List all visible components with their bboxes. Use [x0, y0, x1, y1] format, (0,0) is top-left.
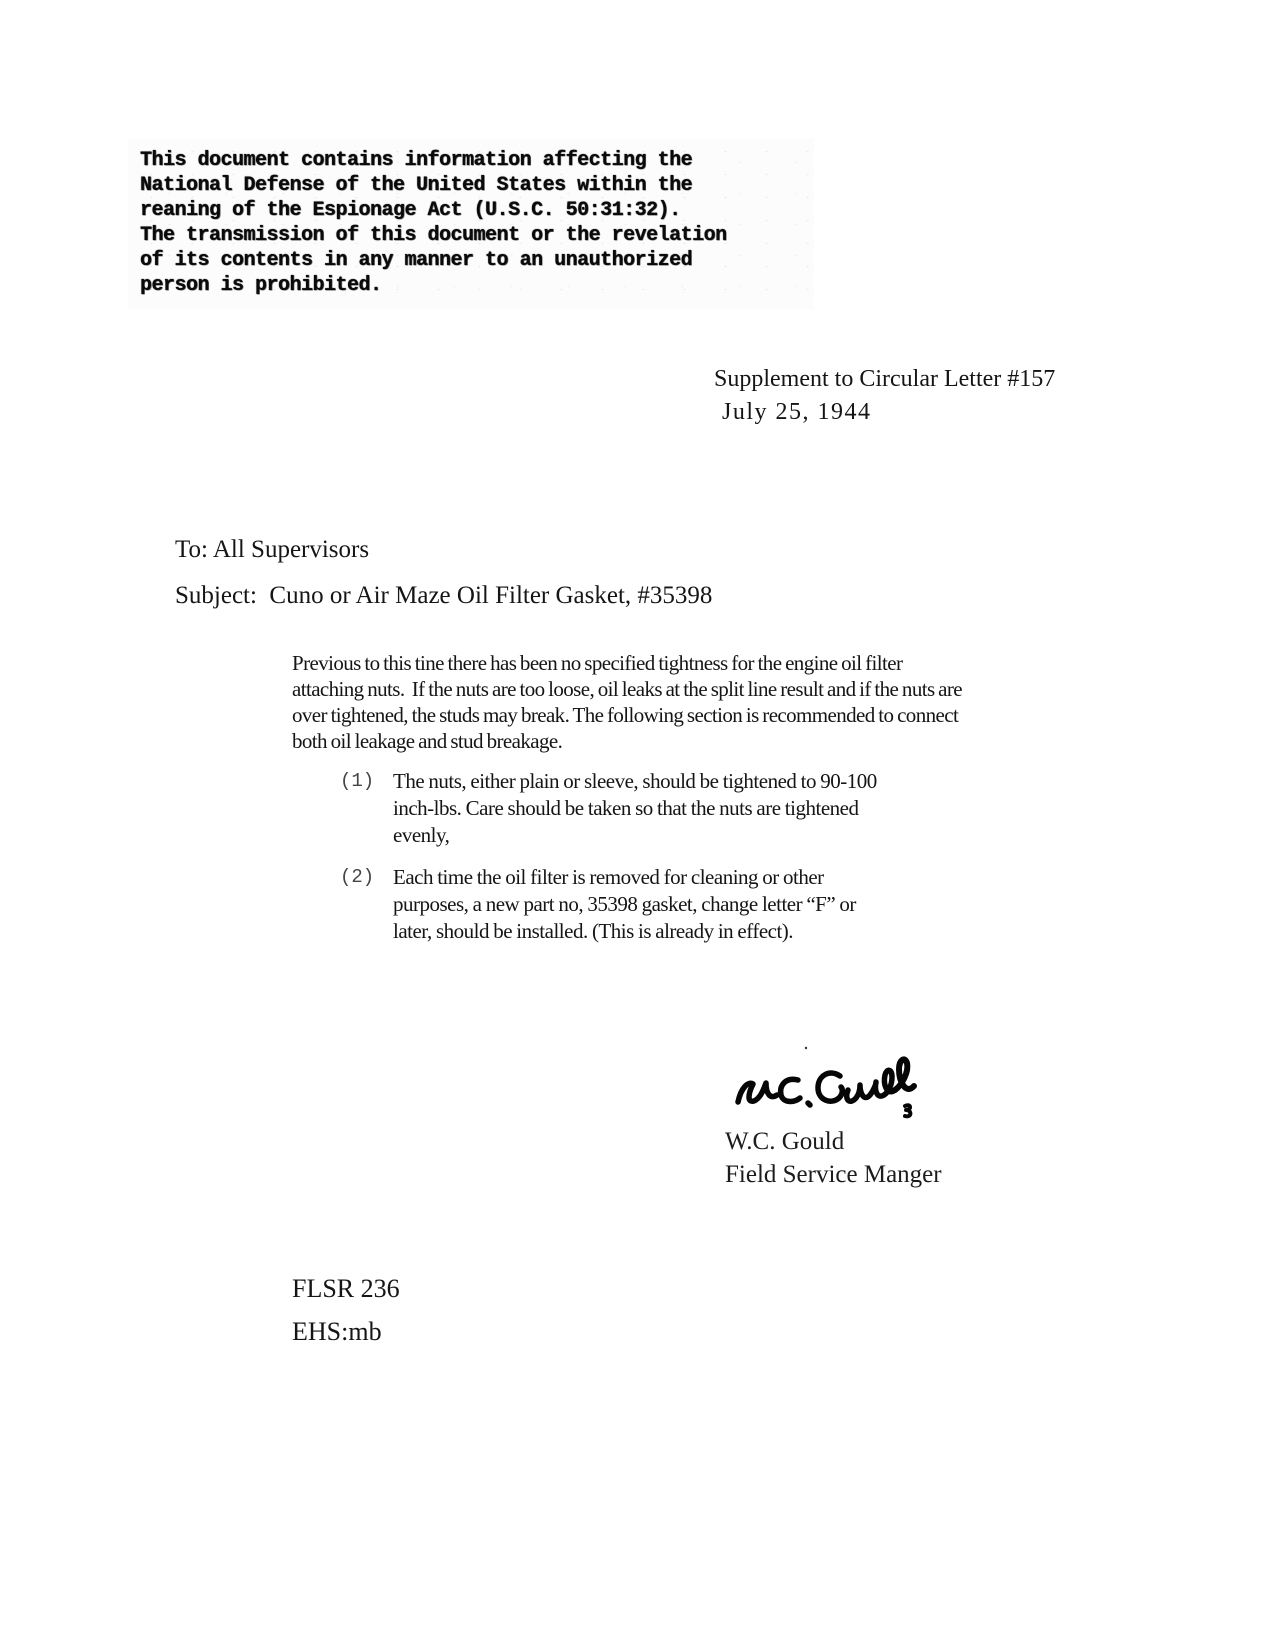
typist-initials: EHS:mb: [292, 1317, 382, 1346]
stamp-line: The transmission of this document or the revelation: [140, 224, 727, 247]
paragraph-line: Previous to this tine there has been no specified tightness for the engine oil filter: [292, 651, 903, 675]
stamp-line: National Defense of the United States within the: [140, 174, 693, 197]
paragraph-line: over tightened, the studs may break. The following section is recommended to connect: [292, 703, 959, 727]
body-paragraph: [292, 650, 962, 754]
list-item-text: [393, 768, 877, 849]
document-date: July 25, 1944: [722, 399, 872, 425]
signature-title: Field Service Manger: [725, 1161, 942, 1188]
list-item-2: [340, 864, 856, 945]
stamp-line: of its contents in any manner to an unauthorized: [140, 249, 693, 272]
security-stamp: [128, 138, 814, 310]
list-item-text: [393, 864, 856, 945]
signature-image: [728, 1040, 938, 1140]
stamp-line: This document contains information affecting the: [140, 149, 693, 172]
list-line: purposes, a new part no, 35398 gasket, change letter “F” or: [393, 892, 856, 916]
stamp-line: person is prohibited.: [140, 274, 382, 297]
paragraph-line: both oil leakage and stud breakage.: [292, 729, 563, 753]
list-line: evenly,: [393, 823, 450, 847]
supplement-reference: Supplement to Circular Letter #157: [714, 366, 1056, 392]
to-line: To: All Supervisors: [175, 536, 370, 563]
list-line: inch-lbs. Care should be taken so that the nuts are tightened: [393, 796, 859, 820]
reference-number: FLSR 236: [292, 1274, 400, 1303]
list-item-1: [340, 768, 877, 849]
paragraph-line: attaching nuts. If the nuts are too loose, oil leaks at the split line result and if the nuts are: [292, 677, 963, 701]
signature-name: W.C. Gould: [725, 1128, 845, 1155]
list-line: later, should be installed. (This is already in effect).: [393, 919, 794, 943]
list-marker: (2): [340, 866, 375, 888]
list-line: The nuts, either plain or sleeve, should be tightened to 90-100: [393, 769, 877, 793]
list-marker: (1): [340, 770, 375, 792]
subject-line: Subject: Cuno or Air Maze Oil Filter Gasket, #35398: [175, 582, 713, 609]
list-line: Each time the oil filter is removed for cleaning or other: [393, 865, 824, 889]
stamp-line: reaning of the Espionage Act (U.S.C. 50:31:32).: [140, 199, 681, 222]
